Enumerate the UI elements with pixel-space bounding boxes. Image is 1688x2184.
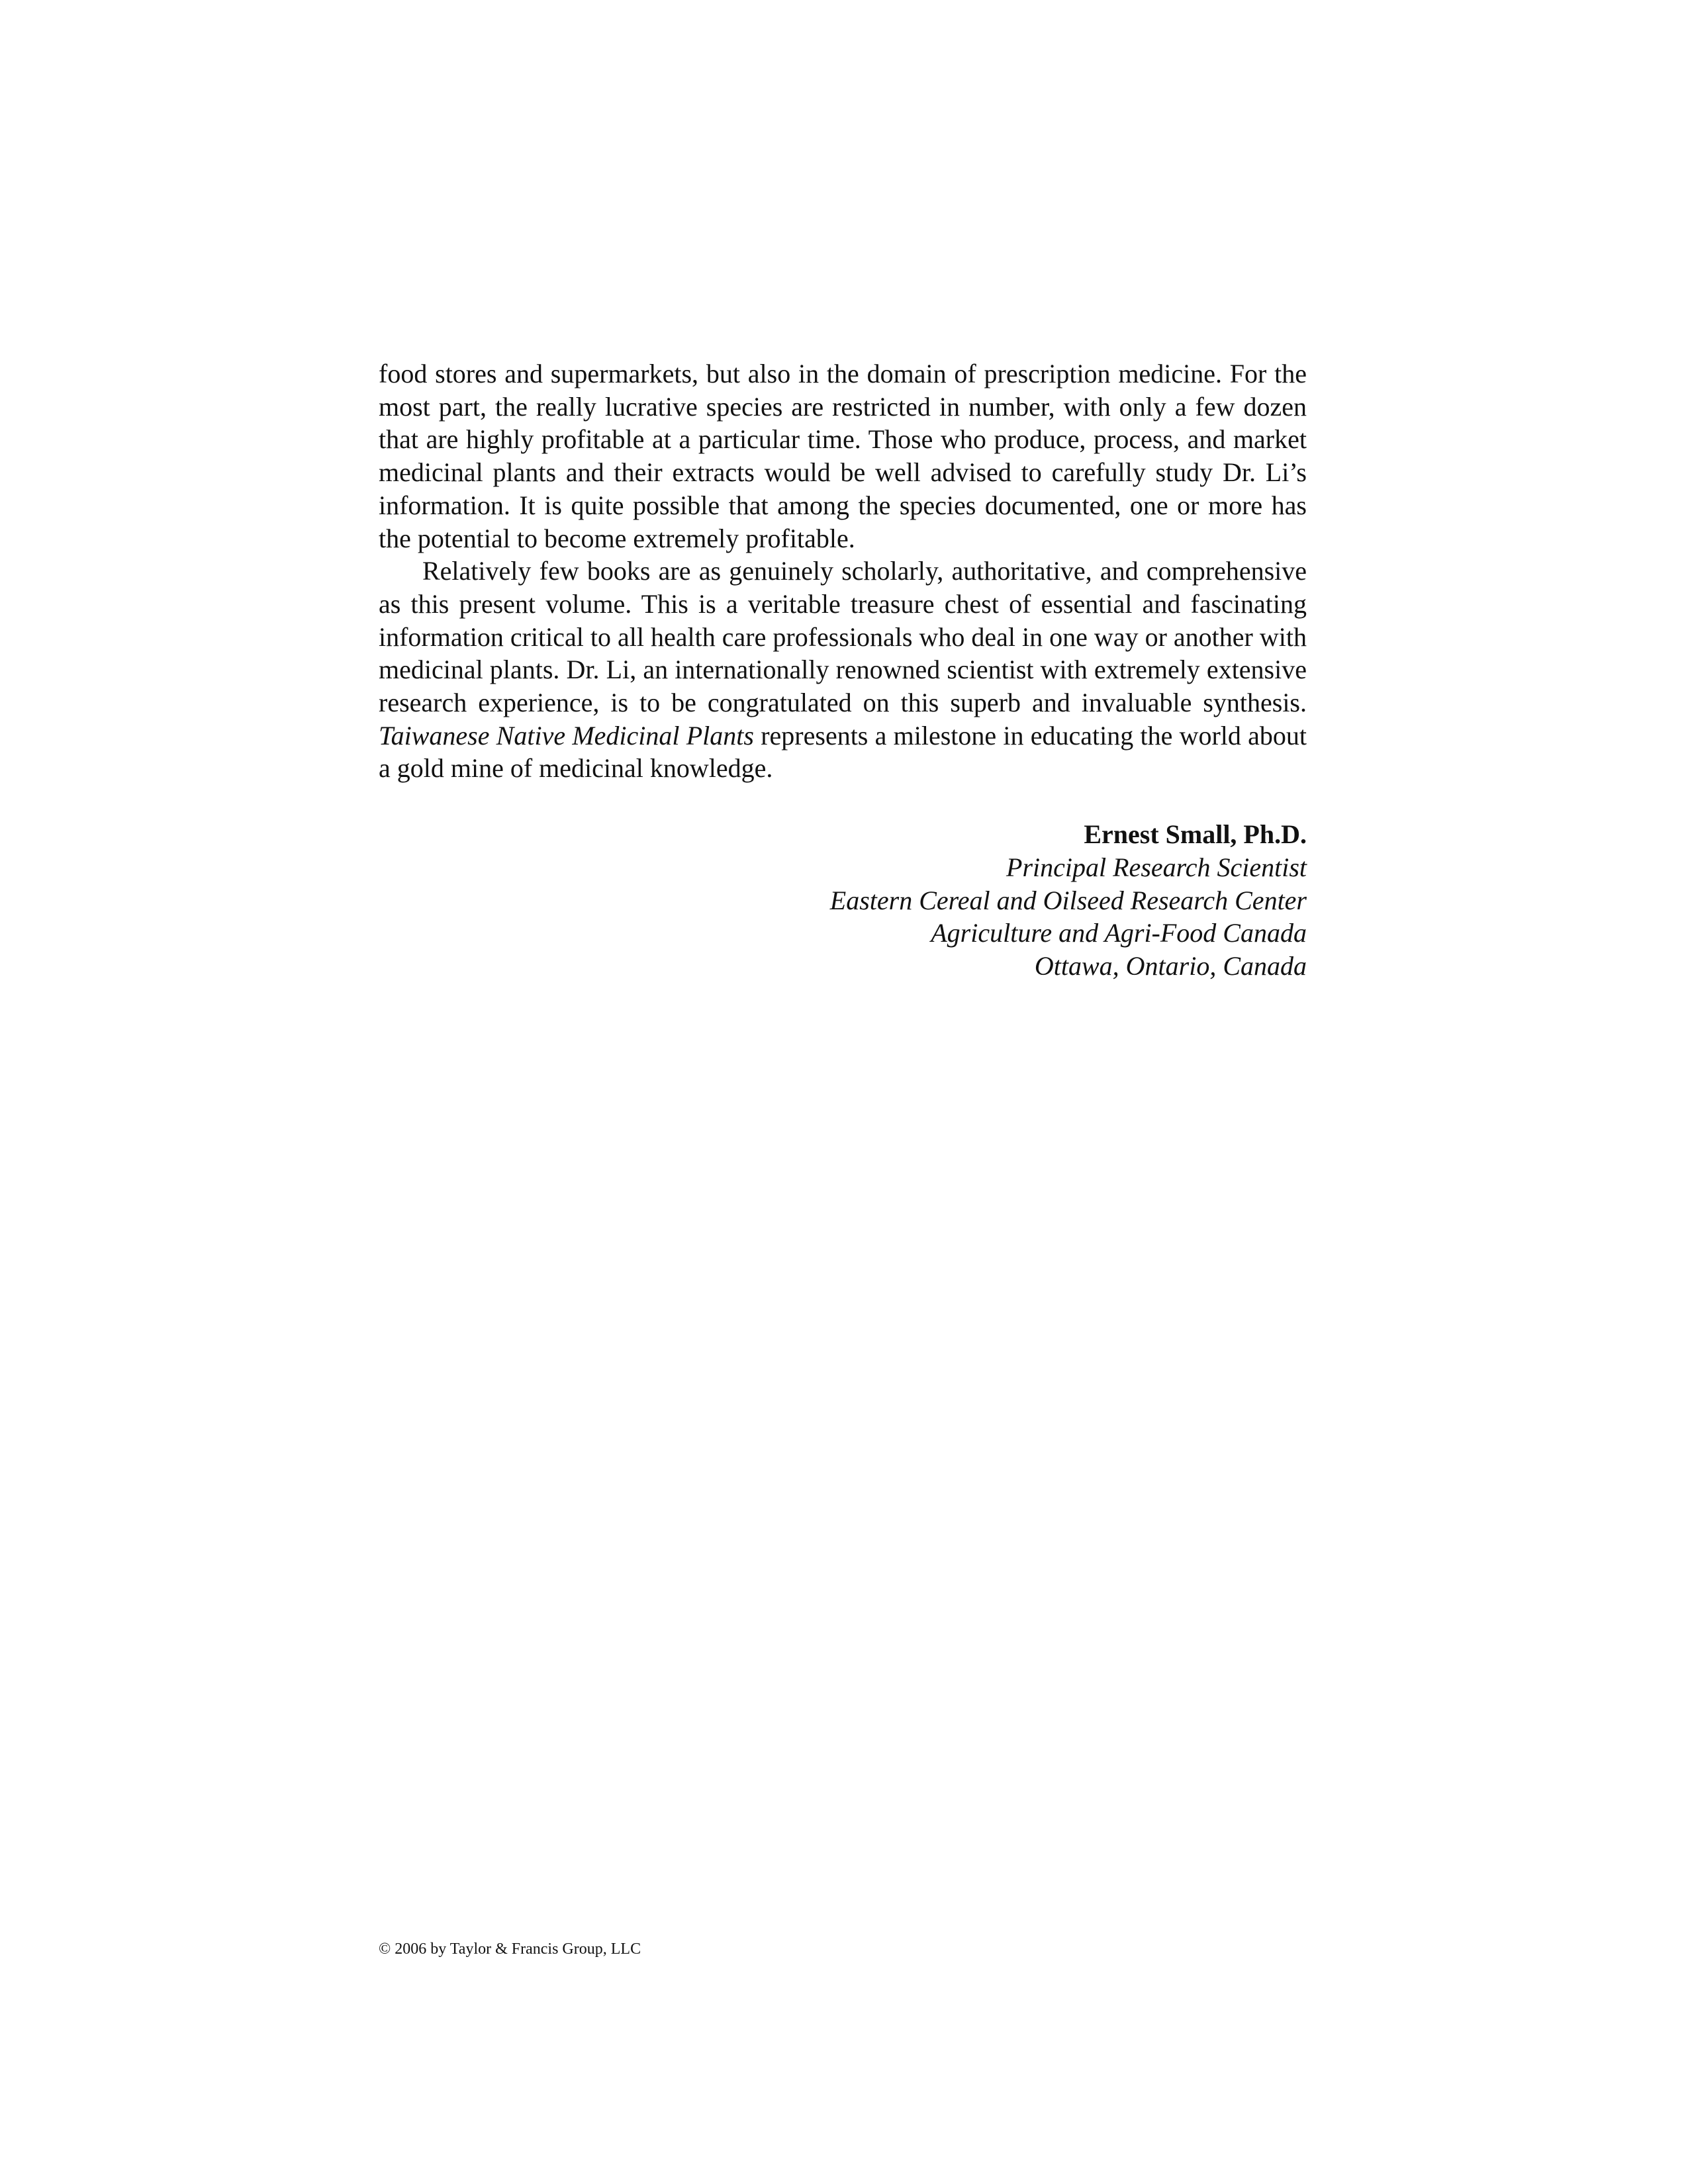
paragraph-2-text-start: Relatively few books are as genuinely scholarly, authoritative, and comprehensive as this present volume. This is a veritable treasure chest of essential and fascinating information critical to all health care professionals who deal in one way or another with medicinal plants. Dr. Li, an internationally renowned scientist with extremely extensive research experience, is to be congratulated on this superb and invaluable synthesis. xyxy=(379,556,1307,718)
paragraph-2 xyxy=(379,555,1307,785)
author-location: Ottawa, Ontario, Canada xyxy=(1034,950,1307,981)
author-name: Ernest Small, Ph.D. xyxy=(1084,819,1307,850)
author-department: Agriculture and Agri-Food Canada xyxy=(931,918,1307,948)
paragraph-1: food stores and supermarkets, but also in the domain of prescription medicine. For the most part, the really lucrative species are restricted in number, with only a few dozen that are highly profitable at a particular time. Those who produce, process, and market medicinal plants and their extracts would be well advised to carefully study Dr. Li’s information. It is quite possible that among the species documented, one or more has the potential to become extremely profitable. xyxy=(379,359,1307,553)
author-organization: Eastern Cereal and Oilseed Research Center xyxy=(829,885,1307,915)
copyright-footer: © 2006 by Taylor & Francis Group, LLC xyxy=(379,1940,641,1958)
book-title: Taiwanese Native Medicinal Plants xyxy=(379,720,754,751)
paragraph-2-text-end: represents a milestone in educating the world about a gold mine of medicinal knowledge. xyxy=(379,720,1307,784)
author-title: Principal Research Scientist xyxy=(1006,852,1307,882)
signature-block xyxy=(379,818,1307,983)
foreword-text xyxy=(379,357,1307,983)
